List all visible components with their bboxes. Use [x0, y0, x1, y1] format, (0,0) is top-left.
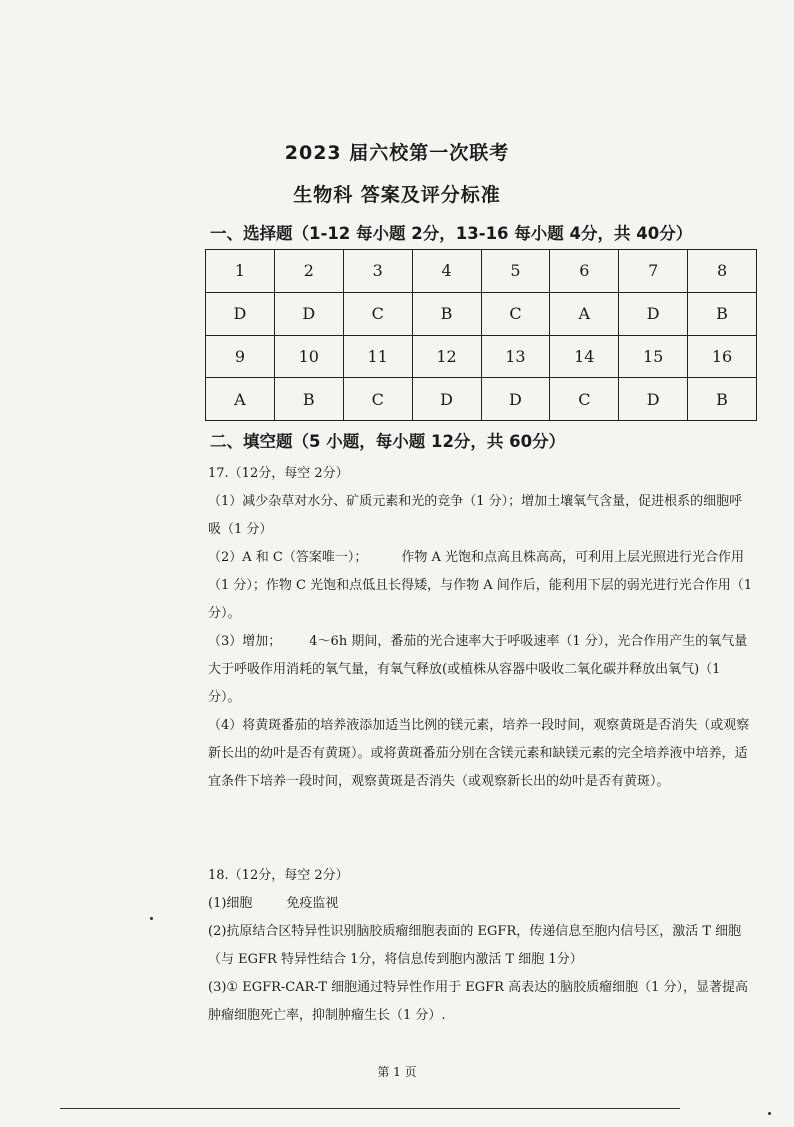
- q17-answer-1: （1）减少杂草对水分、矿质元素和光的竞争（1 分）；增加土壤氧气含量，促进根系的细胞呼吸（1 分）: [208, 494, 743, 537]
- q17-answer-4: （4）将黄斑番茄的培养液添加适当比例的镁元素，培养一段时间，观察黄斑是否消失（或观察新长出的幼叶是否有黄斑）。或将黄斑番茄分别在含镁元素和缺镁元素的完全培养液中培养，适宜条件下培养一段时间，观察黄斑是否消失（或观察新长出的幼叶是否有黄斑）。: [208, 718, 750, 789]
- table-cell: D: [412, 378, 481, 421]
- q17-answer-2-blank: （2）A 和 C（答案唯一）；: [208, 550, 368, 565]
- table-cell: 4: [412, 250, 481, 293]
- q17-answer-3-blank: （3）增加；: [208, 634, 282, 649]
- table-cell: 6: [550, 250, 619, 293]
- answer-table: [205, 249, 757, 421]
- table-row: [206, 378, 757, 421]
- table-cell: 8: [688, 250, 757, 293]
- table-cell: B: [688, 378, 757, 421]
- q17-answer-2: [208, 544, 754, 628]
- table-cell: 3: [343, 250, 412, 293]
- table-cell: D: [206, 292, 275, 335]
- table-cell: B: [688, 292, 757, 335]
- table-cell: 16: [688, 335, 757, 378]
- table-cell: 11: [343, 335, 412, 378]
- section-2-heading: 二、填空题（5 小题，每小题 12分，共 60分）: [210, 432, 566, 451]
- exam-title: 2023 届六校第一次联考: [284, 142, 510, 164]
- table-row: [206, 335, 757, 378]
- scan-speck: [768, 1112, 771, 1115]
- q17-answer-3: [208, 628, 754, 712]
- q17-header: 17.（12分，每空 2分）: [208, 466, 349, 481]
- table-cell: 12: [412, 335, 481, 378]
- table-cell: 1: [206, 250, 275, 293]
- page-number: 第 1 页: [377, 1065, 417, 1079]
- exam-subtitle: 生物科 答案及评分标准: [293, 184, 501, 206]
- q17-answer-2-reason: 作物 A 光饱和点高且株高高，可利用上层光照进行光合作用（1 分）；作物 C 光饱和点低且长得矮，与作物 A 间作后，能利用下层的弱光进行光合作用（1 分）。: [208, 550, 753, 621]
- table-cell: C: [343, 378, 412, 421]
- table-cell: 7: [619, 250, 688, 293]
- table-cell: B: [274, 378, 343, 421]
- table-cell: 2: [274, 250, 343, 293]
- table-row: [206, 292, 757, 335]
- table-row: [206, 250, 757, 293]
- scan-speck: [150, 917, 153, 920]
- table-cell: 14: [550, 335, 619, 378]
- table-cell: 5: [481, 250, 550, 293]
- table-cell: 13: [481, 335, 550, 378]
- q18-answer-1a: (1)细胞: [208, 896, 253, 911]
- table-cell: C: [343, 292, 412, 335]
- table-cell: C: [481, 292, 550, 335]
- table-cell: A: [550, 292, 619, 335]
- q18-answer-1: [208, 890, 754, 918]
- table-cell: D: [274, 292, 343, 335]
- q17-answer-3-reason: 4～6h 期间，番茄的光合速率大于呼吸速率（1 分），光合作用产生的氧气量大于呼吸作用消耗的氧气量，有氧气释放(或植株从容器中吸收二氧化碳并释放出氧气)（1 分）。: [208, 634, 748, 705]
- table-cell: 9: [206, 335, 275, 378]
- section-1-heading: 一、选择题（1-12 每小题 2分，13-16 每小题 4分，共 40分）: [210, 224, 693, 243]
- table-cell: B: [412, 292, 481, 335]
- q18-answer-3: (3)① EGFR-CAR-T 细胞通过特异性作用于 EGFR 高表达的脑胶质瘤细胞（1 分），显著提高肿瘤细胞死亡率，抑制肿瘤生长（1 分）.: [208, 980, 748, 1023]
- table-cell: A: [206, 378, 275, 421]
- table-cell: 15: [619, 335, 688, 378]
- question-17: [208, 460, 754, 796]
- table-cell: D: [481, 378, 550, 421]
- bottom-rule: [60, 1108, 680, 1109]
- q18-answer-1b: 免疫监视: [286, 896, 339, 911]
- table-cell: 10: [274, 335, 343, 378]
- q18-header: 18.（12分，每空 2分）: [208, 868, 349, 883]
- table-cell: D: [619, 292, 688, 335]
- q18-answer-2: (2)抗原结合区特异性识别脑胶质瘤细胞表面的 EGFR，传递信息至胞内信号区，激活 T 细胞（与 EGFR 特异性结合 1分，将信息传到胞内激活 T 细胞 1分）: [208, 924, 742, 967]
- table-cell: D: [619, 378, 688, 421]
- question-18: [208, 862, 754, 1030]
- table-cell: C: [550, 378, 619, 421]
